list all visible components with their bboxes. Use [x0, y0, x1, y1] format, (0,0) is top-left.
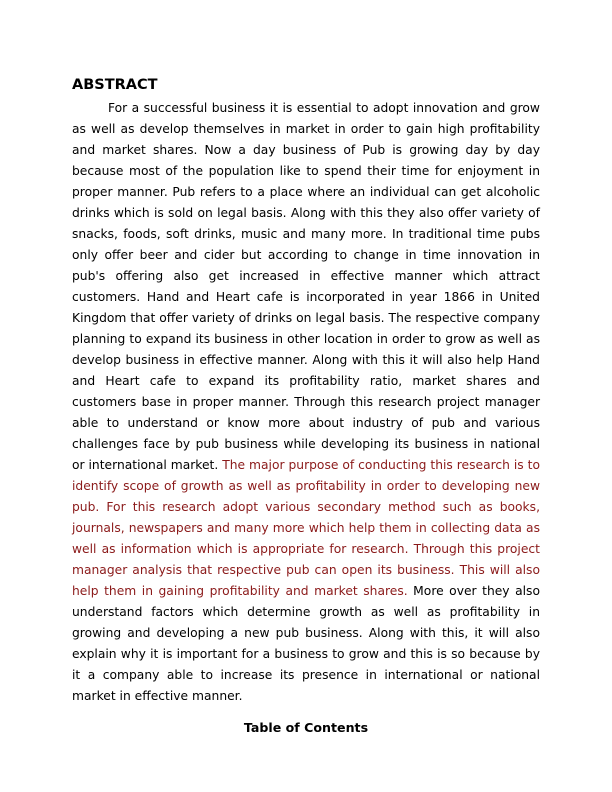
abstract-text-highlighted: The major purpose of conducting this research is to identify scope of growth as well as profitability in order to developing new pub. For this research adopt various secondary method such as books, journals, newspapers and many more which help them in collecting data as well as information which is appropriate for research. Through this project manager analysis that respective pub can open its business. This will also help them in gaining profitability and market shares.: [72, 458, 540, 598]
document-page: [72, 76, 540, 737]
abstract-text-part-1: For a successful business it is essential to adopt innovation and grow as well as develop themselves in market in order to gain high profitability and market shares. Now a day business of Pub is growing day by day because most of the population like to spend their time for enjoyment in proper manner. Pub refers to a place where an individual can get alcoholic drinks which is sold on legal basis. Along with this they also offer variety of snacks, foods, soft drinks, music and many more. In traditional time pubs only offer beer and cider but according to change in time innovation in pub's offering also get increased in effective manner which attract customers. Hand and Heart cafe is incorporated in year 1866 in United Kingdom that offer variety of drinks on legal basis. The respective company planning to expand its business in other location in order to grow as well as develop business in effective manner. Along with this it will also help Hand and Heart cafe to expand its profitability ratio, market shares and customers base in proper manner. Through this research project manager able to understand or know more about industry of pub and various challenges face by pub business while developing its business in national or international market.: [72, 101, 540, 472]
abstract-text-part-2: More over they also understand factors which determine growth as well as profitability in growing and developing a new pub business. Along with this, it will also explain why it is important for a business to grow and this is so because by it a company able to increase its presence in international or national market in effective manner.: [72, 584, 540, 703]
abstract-heading: ABSTRACT: [72, 77, 158, 93]
abstract-paragraph: [72, 98, 540, 707]
table-of-contents-title: Table of Contents: [243, 720, 369, 735]
